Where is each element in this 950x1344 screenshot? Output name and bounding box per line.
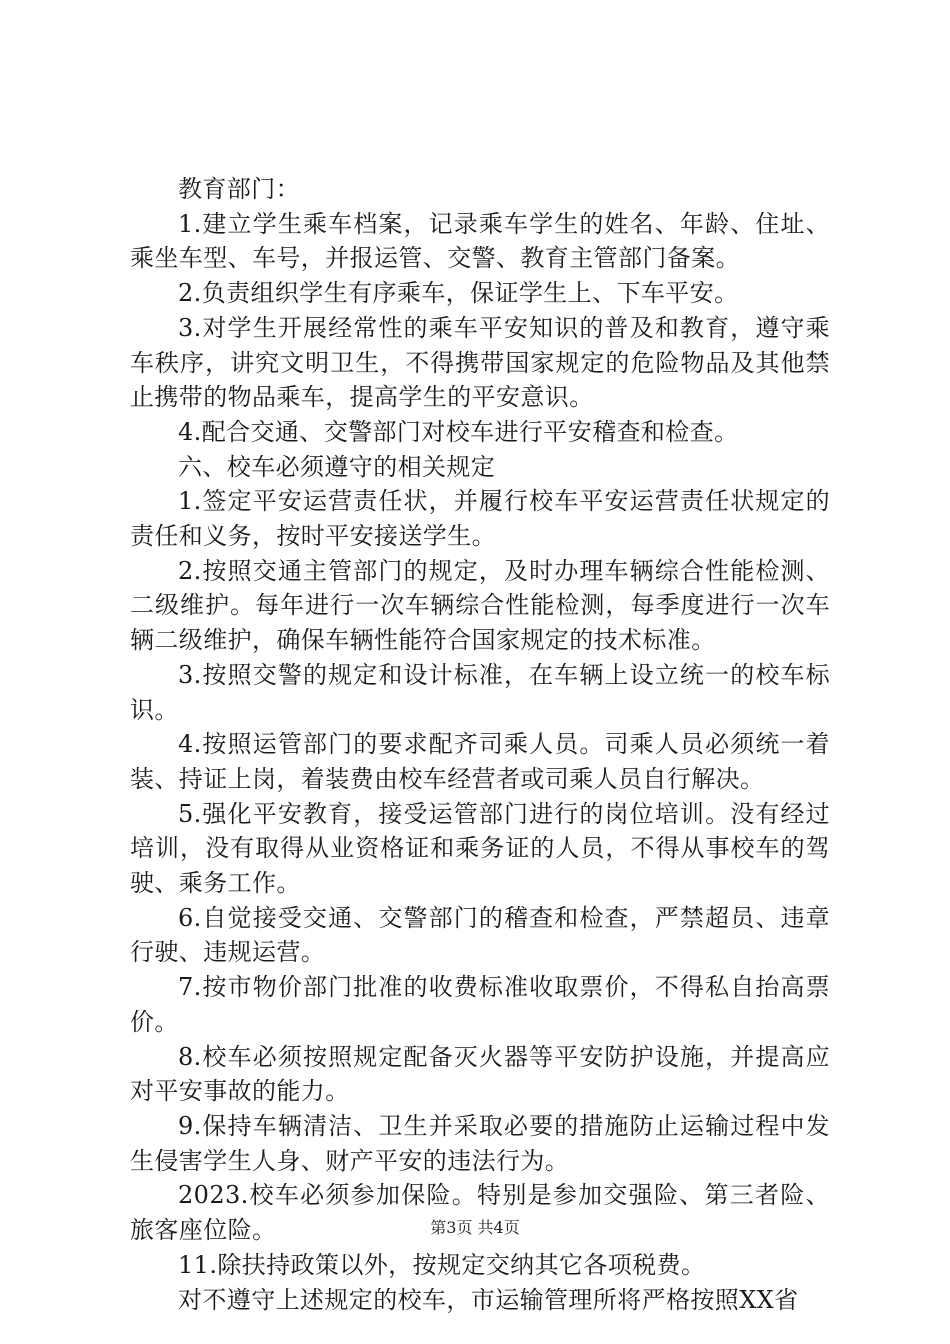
paragraph: 对不遵守上述规定的校车，市运输管理所将严格按照XX省	[178, 1285, 799, 1314]
paragraph: 4.按照运管部门的要求配齐司乘人员。司乘人员必须统一着装、持证上岗，着装费由校车经营者或司乘人员自行解决。	[130, 730, 830, 793]
paragraph: 6.自觉接受交通、交警部门的稽查和检查，严禁超员、违章行驶、违规运营。	[130, 903, 830, 967]
paragraph: 3.对学生开展经常性的乘车平安知识的普及和教育，遵守乘车秩序，讲究文明卫生，不得携带国家规定的危险物品及其他禁止携带的物品乘车，提高学生的平安意识。	[130, 313, 830, 412]
paragraph: 1.签定平安运营责任状，并履行校车平安运营责任状规定的责任和义务，按时平安接送学生。	[130, 487, 830, 551]
paragraph: 3.按照交警的规定和设计标准，在车辆上设立统一的校车标识。	[130, 660, 830, 724]
paragraph: 8.校车必须按照规定配备灭火器等平安防护设施，并提高应对平安事故的能力。	[130, 1042, 830, 1106]
section-heading: 六、校车必须遵守的相关规定	[178, 452, 496, 481]
paragraph: 1.建立学生乘车档案，记录乘车学生的姓名、年龄、住址、乘坐车型、车号，并报运管、交警、教育主管部门备案。	[130, 209, 830, 273]
paragraph: 2.负责组织学生有序乘车，保证学生上、下车平安。	[178, 279, 739, 308]
paragraph: 4.配合交通、交警部门对校车进行平安稽查和检查。	[178, 417, 739, 446]
paragraph: 9.保持车辆清洁、卫生并采取必要的措施防止运输过程中发生侵害学生人身、财产平安的违法行为。	[130, 1111, 830, 1175]
page-footer: 第3页 共4页	[430, 1218, 520, 1237]
paragraph: 教育部门：	[178, 175, 300, 203]
paragraph: 7.按市物价部门批准的收费标准收取票价，不得私自抬高票价。	[130, 973, 830, 1036]
paragraph: 5.强化平安教育，接受运管部门进行的岗位培训。没有经过培训，没有取得从业资格证和乘务证的人员，不得从事校车的驾驶、乘务工作。	[130, 799, 830, 898]
paragraph: 11.除扶持政策以外，按规定交纳其它各项税费。	[178, 1250, 706, 1279]
document-body	[130, 172, 830, 1317]
paragraph: 2023.校车必须参加保险。特别是参加交强险、第三者险、旅客座位险。	[130, 1181, 830, 1245]
paragraph: 2.按照交通主管部门的规定，及时办理车辆综合性能检测、二级维护。每年进行一次车辆综合性能检测，每季度进行一次车辆二级维护，确保车辆性能符合国家规定的技术标准。	[130, 556, 830, 655]
